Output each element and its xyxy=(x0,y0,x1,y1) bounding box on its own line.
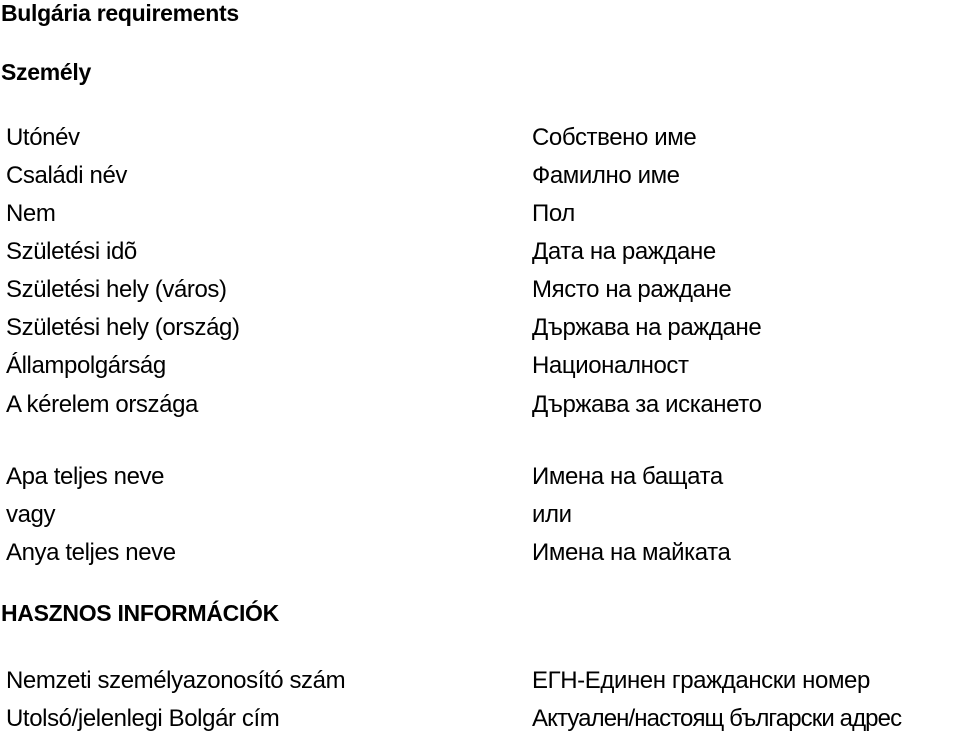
field-label-bg: Фамилно име xyxy=(532,162,680,189)
info-label-bg: Актуален/настоящ български адрес xyxy=(532,705,902,732)
parent-label-hu: Apa teljes neve xyxy=(6,463,165,490)
parent-separator-bg: или xyxy=(532,501,572,528)
field-label-bg: Място на раждане xyxy=(532,276,732,303)
parent-label-hu: Anya teljes neve xyxy=(6,539,176,566)
field-label-hu: Születési hely (város) xyxy=(6,276,227,303)
parent-label-bg: Имена на бащата xyxy=(532,463,723,490)
field-label-bg: Националност xyxy=(532,352,689,379)
field-label-hu: Állampolgárság xyxy=(6,352,166,379)
field-label-bg: Държава на раждане xyxy=(532,314,762,341)
page-title: Bulgária requirements xyxy=(1,0,239,26)
field-label-hu: Utónév xyxy=(6,124,80,151)
parent-label-bg: Имена на майката xyxy=(532,539,731,566)
info-label-bg: ЕГН-Единен граждански номер xyxy=(532,667,870,694)
field-label-bg: Собствено име xyxy=(532,124,697,151)
field-label-hu: Születési idõ xyxy=(6,238,137,265)
info-label-hu: Utolsó/jelenlegi Bolgár cím xyxy=(6,705,280,732)
field-label-bg: Пол xyxy=(532,200,575,227)
field-label-bg: Дата на раждане xyxy=(532,238,716,265)
section-heading-person: Személy xyxy=(1,59,91,85)
field-label-hu: Nem xyxy=(6,200,56,227)
info-label-hu: Nemzeti személyazonosító szám xyxy=(6,667,346,694)
field-label-hu: Családi név xyxy=(6,162,128,189)
field-label-hu: A kérelem országa xyxy=(6,391,198,418)
parent-separator-hu: vagy xyxy=(6,501,56,528)
field-label-hu: Születési hely (ország) xyxy=(6,314,240,341)
field-label-bg: Държава за искането xyxy=(532,391,762,418)
section-heading-useful-info: HASZNOS INFORMÁCIÓK xyxy=(1,600,279,626)
